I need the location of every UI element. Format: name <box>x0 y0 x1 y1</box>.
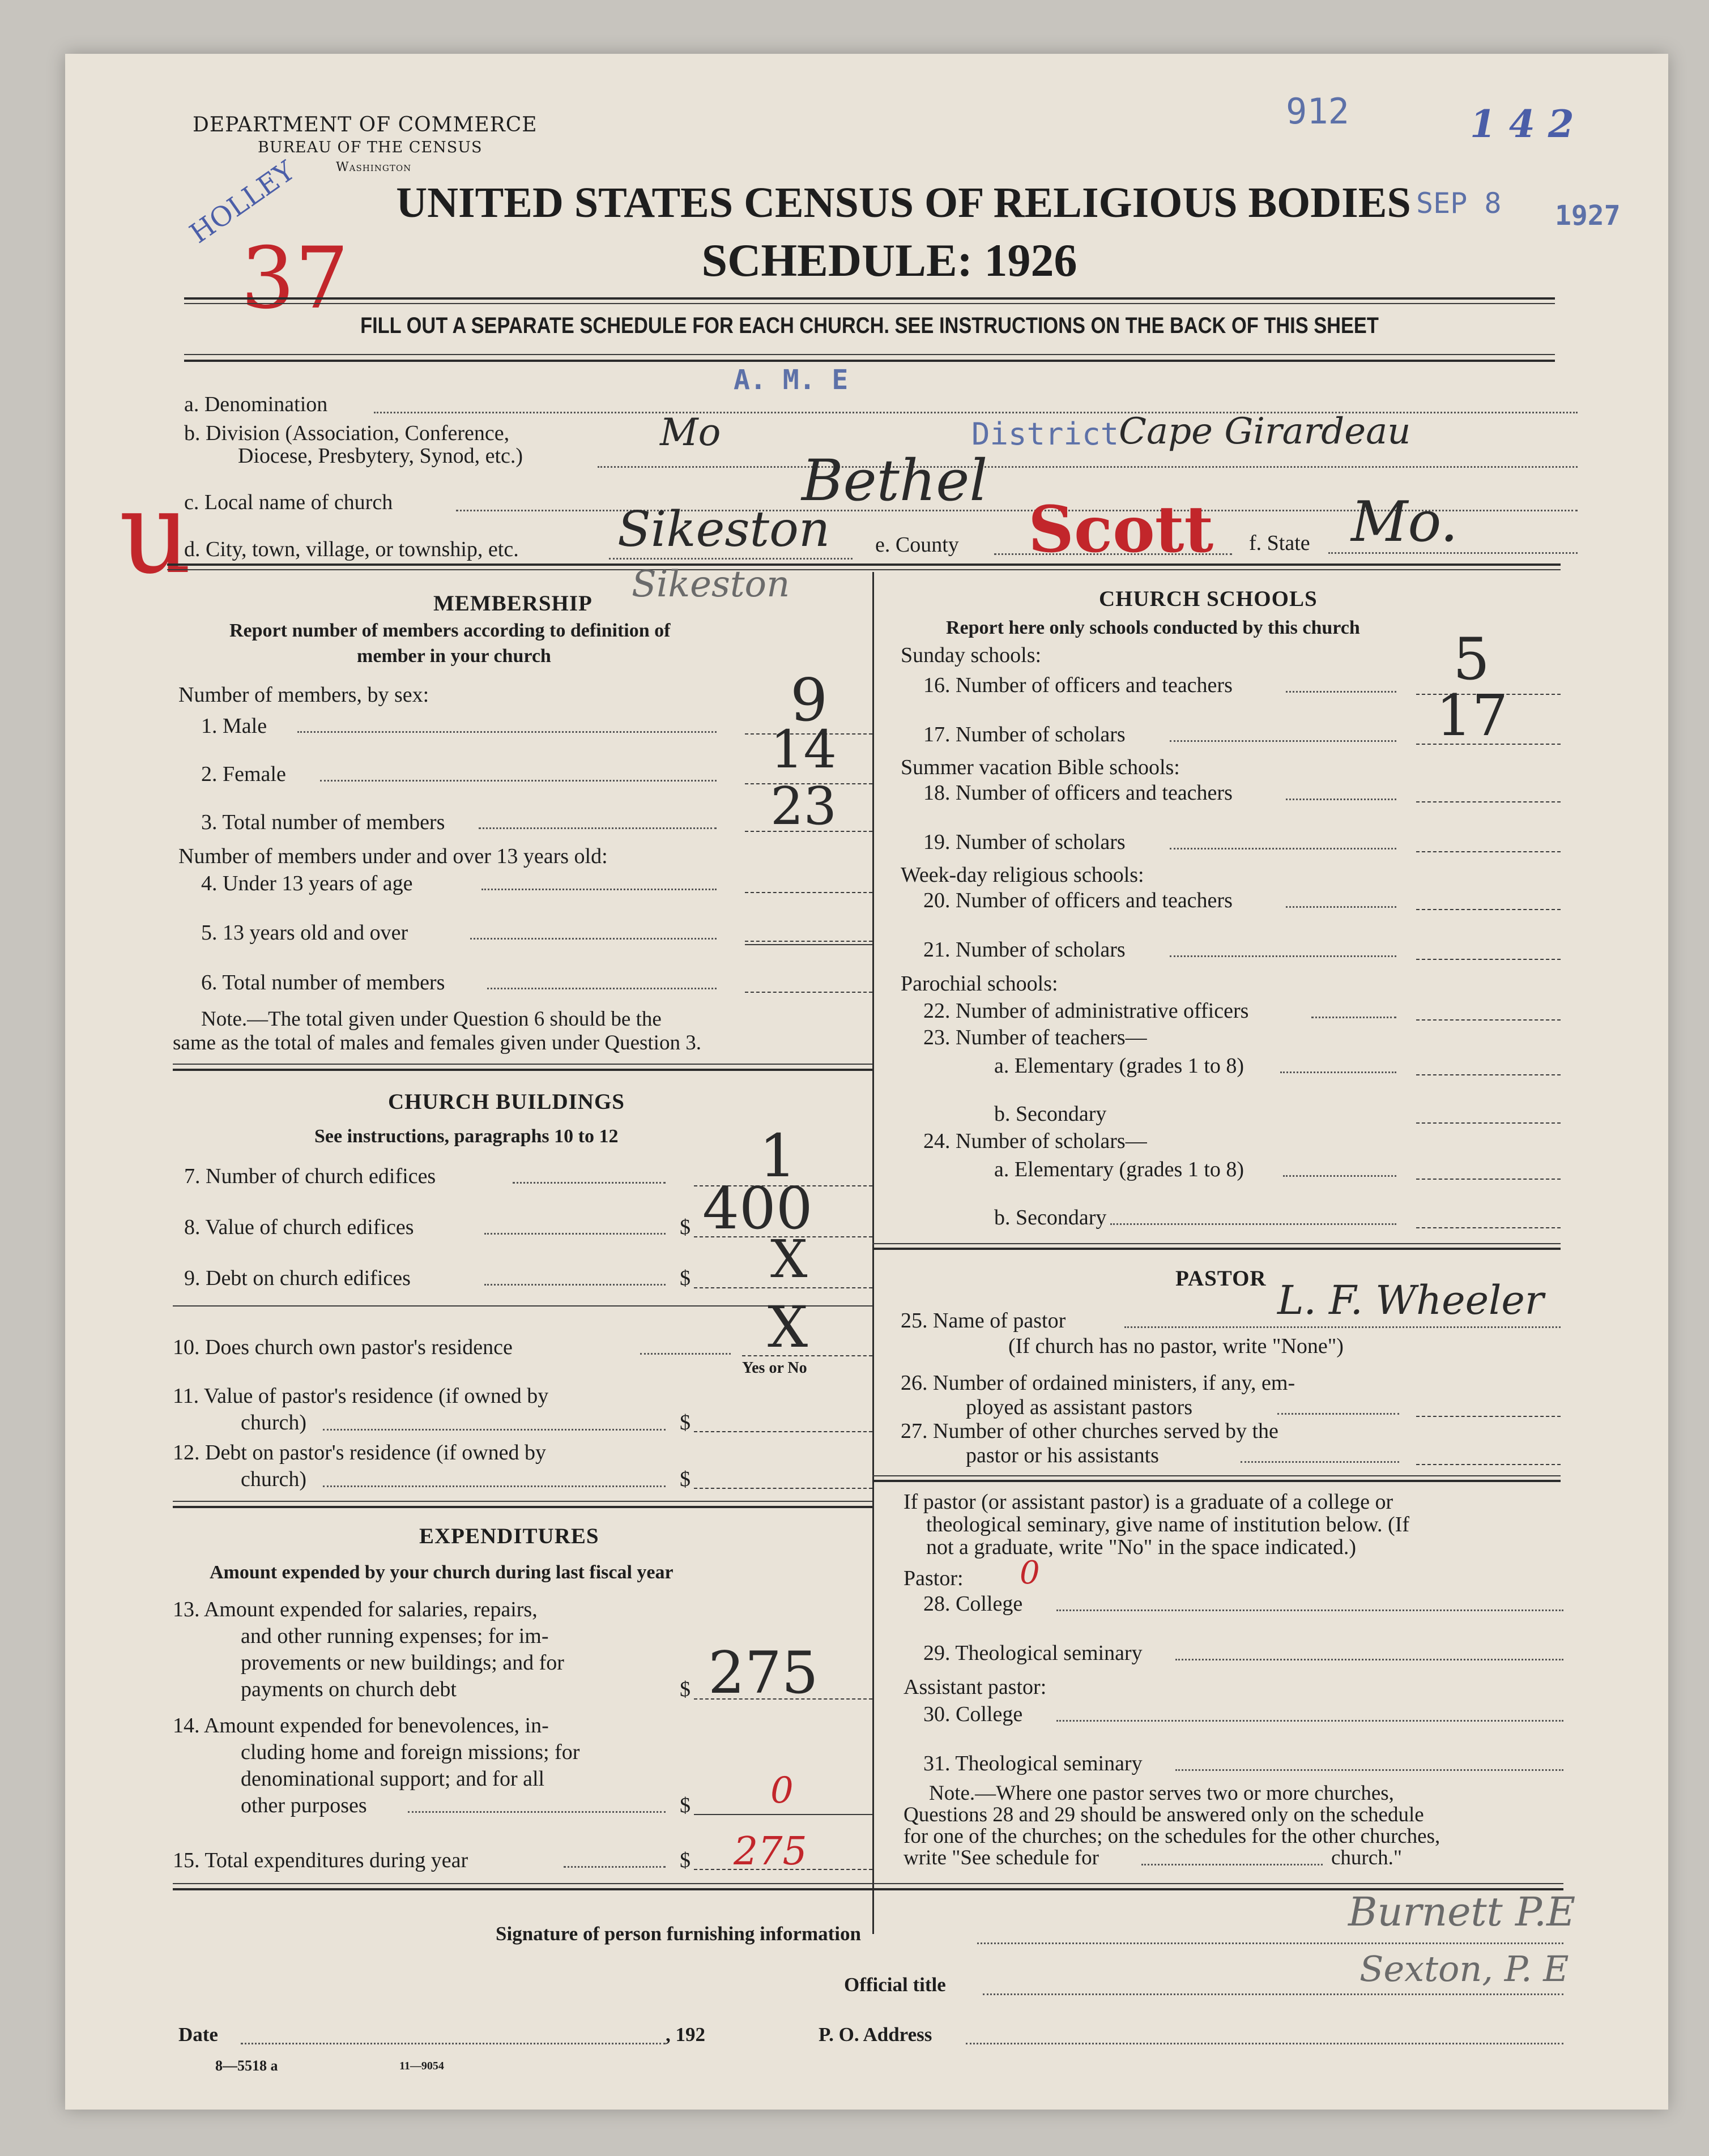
division-label-2: Diocese, Presbytery, Synod, etc.) <box>238 444 523 468</box>
q18-line <box>1286 799 1396 800</box>
q31-line <box>1175 1769 1563 1771</box>
q17-answer-line <box>1416 744 1561 745</box>
city-label: d. City, town, village, or township, etc. <box>184 537 519 561</box>
state-value[interactable]: Mo. <box>1351 490 1458 554</box>
denomination-value[interactable]: A. M. E <box>734 364 849 396</box>
q24a-answer-line <box>1416 1179 1561 1180</box>
q1-value[interactable]: 9 <box>790 665 828 735</box>
q22-line <box>1311 1017 1396 1018</box>
q4-line <box>481 889 717 890</box>
q22-label: 22. Number of administrative officers <box>923 999 1249 1023</box>
q10-label: 10. Does church own pastor's residence <box>173 1335 513 1359</box>
q9-answer-line <box>694 1287 872 1288</box>
membership-note-2: same as the total of males and females given under Question 3. <box>173 1031 701 1054</box>
q23-label: 23. Number of teachers— <box>923 1026 1147 1049</box>
q23a-answer-line <box>1416 1074 1561 1075</box>
q7-line <box>513 1182 666 1184</box>
state-line <box>1328 552 1578 554</box>
church-name-label: c. Local name of church <box>184 490 393 514</box>
q15-line <box>564 1866 666 1868</box>
q17-value[interactable]: 17 <box>1436 682 1508 749</box>
q21-label: 21. Number of scholars <box>923 938 1126 962</box>
q2-line <box>320 780 717 782</box>
q18-label: 18. Number of officers and teachers <box>923 781 1233 805</box>
q6-label: 6. Total number of members <box>201 971 445 994</box>
stamp-number: 912 <box>1286 91 1349 132</box>
q23b-answer-line <box>1416 1122 1561 1124</box>
q9-line <box>484 1284 666 1286</box>
q3-value[interactable]: 23 <box>770 776 837 836</box>
bureau-city: Washington <box>336 160 412 174</box>
q8-value[interactable]: 400 <box>702 1175 813 1243</box>
column-divider <box>872 572 874 1934</box>
q15-dollar: $ <box>680 1848 691 1872</box>
q13-line-1: 13. Amount expended for salaries, repairs, <box>173 1598 538 1621</box>
expenditures-intro: Amount expended by your church during last fiscal year <box>210 1562 674 1583</box>
schools-heading: CHURCH SCHOOLS <box>1099 587 1318 611</box>
q25-value[interactable]: L. F. Wheeler <box>1277 1277 1544 1324</box>
q10-answer-line <box>742 1355 872 1356</box>
membership-intro-2: member in your church <box>357 646 551 667</box>
q9-dollar: $ <box>680 1266 691 1290</box>
q31-label: 31. Theological seminary <box>923 1752 1143 1775</box>
district-label: District <box>971 416 1119 452</box>
q3-line <box>479 827 717 829</box>
po-address-line[interactable] <box>966 2043 1563 2044</box>
print-number: 11—9054 <box>399 2060 444 2072</box>
rule-identity-2 <box>167 569 1561 570</box>
handwritten-red-number: 37 <box>241 229 349 328</box>
rule-instr-1 <box>184 354 1555 355</box>
q12-dollar: $ <box>680 1467 691 1491</box>
official-title-value[interactable]: Sexton, P. E <box>1359 1948 1569 1990</box>
official-title-label: Official title <box>844 1974 946 1996</box>
sunday-schools-label: Sunday schools: <box>901 643 1042 667</box>
q15-answer-line <box>694 1869 872 1870</box>
division-value[interactable]: Mo <box>660 411 721 454</box>
po-address-label: P. O. Address <box>819 2023 932 2046</box>
form-subtitle: SCHEDULE: 1926 <box>701 234 1077 286</box>
q24b-label: b. Secondary <box>994 1206 1107 1229</box>
q10-value[interactable]: X <box>768 1294 808 1360</box>
form-title: UNITED STATES CENSUS OF RELIGIOUS BODIES <box>396 179 1411 227</box>
rule-top-2 <box>184 303 1555 304</box>
handwritten-name: HOLLEY <box>184 155 301 250</box>
q10-hint: Yes or No <box>742 1359 807 1377</box>
date-label: Date <box>178 2023 218 2046</box>
q9-label: 9. Debt on church edifices <box>184 1266 411 1290</box>
q13-line-2: and other running expenses; for im- <box>241 1624 549 1648</box>
date-suffix: , 192 <box>666 2023 705 2046</box>
membership-heading: MEMBERSHIP <box>433 591 593 616</box>
q3-answer-line <box>745 831 872 832</box>
county-line <box>994 553 1232 555</box>
rule-identity-1 <box>167 563 1561 566</box>
weekday-schools-label: Week-day religious schools: <box>901 863 1144 887</box>
q23a-label: a. Elementary (grades 1 to 8) <box>994 1054 1245 1078</box>
rule-top-1 <box>184 297 1555 300</box>
q5-line <box>470 938 717 940</box>
q11-label-1: 11. Value of pastor's residence (if owned by <box>173 1384 549 1408</box>
division-line <box>598 466 1578 468</box>
q1-line <box>297 731 717 733</box>
q14-line-4: other purposes <box>241 1794 367 1817</box>
rule-pastor-1 <box>872 1475 1561 1476</box>
expenditures-heading: EXPENDITURES <box>419 1524 599 1548</box>
q12-label-1: 12. Debt on pastor's residence (if owned by <box>173 1441 547 1465</box>
pastor-heading: PASTOR <box>1175 1266 1267 1291</box>
q14-answer-line <box>694 1814 872 1815</box>
q13-answer-line <box>694 1698 872 1700</box>
q27-label-1: 27. Number of other churches served by the <box>901 1419 1278 1443</box>
q2-value[interactable]: 14 <box>770 719 837 780</box>
rule-buildings-1 <box>173 1501 872 1502</box>
stamp-year: 1927 <box>1555 200 1621 232</box>
q8-dollar: $ <box>680 1215 691 1239</box>
q30-label: 30. College <box>923 1702 1023 1726</box>
buildings-heading: CHURCH BUILDINGS <box>388 1090 625 1114</box>
q19-line <box>1170 848 1396 849</box>
q5-answer-line-1 <box>745 941 872 942</box>
q20-answer-line <box>1416 909 1561 910</box>
q16-line <box>1286 691 1396 693</box>
q25-label: 25. Name of pastor <box>901 1309 1066 1333</box>
q16-value[interactable]: 5 <box>1453 626 1490 693</box>
city-line <box>609 558 853 560</box>
q27-answer-line <box>1416 1464 1561 1465</box>
q13-value[interactable]: 275 <box>708 1640 819 1707</box>
q19-label: 19. Number of scholars <box>923 830 1126 854</box>
q24b-answer-line <box>1416 1227 1561 1228</box>
q13-line-4: payments on church debt <box>241 1677 457 1701</box>
q11-answer-line <box>694 1431 872 1432</box>
signature-value[interactable]: Burnett P.E <box>1348 1889 1576 1935</box>
q2-label: 2. Female <box>201 762 286 786</box>
q5-label: 5. 13 years old and over <box>201 921 408 945</box>
rule-membership-2 <box>173 1069 872 1071</box>
rule-footer-1 <box>173 1883 1563 1884</box>
q17-line <box>1170 740 1396 742</box>
q25-hint: (If church has no pastor, write "None") <box>1008 1334 1344 1358</box>
q6-answer-line <box>745 992 872 993</box>
stamp-date: SEP 8 <box>1416 187 1502 220</box>
q29-line <box>1175 1659 1563 1660</box>
q26-label-1: 26. Number of ordained ministers, if any, em- <box>901 1371 1295 1395</box>
q26-label-2: ployed as assistant pastors <box>966 1395 1193 1419</box>
pastor-value[interactable]: 0 <box>1020 1555 1040 1591</box>
county-value[interactable]: Scott <box>1028 493 1214 567</box>
handwritten-number: 1 4 2 <box>1470 102 1574 146</box>
department-name: DEPARTMENT OF COMMERCE <box>193 113 538 136</box>
q13-dollar: $ <box>680 1677 691 1701</box>
q23b-label: b. Secondary <box>994 1102 1107 1126</box>
margin-red-mark: u <box>119 467 192 599</box>
q6-line <box>487 988 717 989</box>
census-schedule-sheet <box>65 54 1668 2110</box>
parochial-schools-label: Parochial schools: <box>901 972 1058 996</box>
rule-buildings-2 <box>173 1506 872 1508</box>
q14-line-3: denominational support; and for all <box>241 1767 545 1791</box>
q11-label-2: church) <box>241 1411 307 1435</box>
q27-label-2: pastor or his assistants <box>966 1444 1159 1467</box>
q30-line <box>1056 1720 1563 1722</box>
q13-line-3: provements or new buildings; and for <box>241 1651 564 1675</box>
official-title-line <box>983 1993 1563 1995</box>
q27-line <box>1241 1461 1399 1463</box>
division-label-1: b. Division (Association, Conference, <box>184 421 510 445</box>
q14-line-1: 14. Amount expended for benevolences, in- <box>173 1714 549 1737</box>
q24b-line <box>1110 1223 1396 1225</box>
q9-value[interactable]: X <box>770 1229 808 1290</box>
members-by-sex: Number of members, by sex: <box>178 683 429 707</box>
q14-line <box>408 1811 666 1813</box>
pastor-note-4b: church." <box>1331 1846 1403 1869</box>
buildings-intro: See instructions, paragraphs 10 to 12 <box>314 1126 619 1147</box>
rule-pastor-2 <box>872 1480 1561 1482</box>
q21-answer-line <box>1416 959 1561 960</box>
q12-line <box>323 1485 666 1487</box>
q12-answer-line <box>694 1488 872 1489</box>
q11-dollar: $ <box>680 1411 691 1435</box>
q18-answer-line <box>1416 801 1561 802</box>
graduate-note-1: If pastor (or assistant pastor) is a graduate of a college or <box>903 1490 1393 1514</box>
assistant-pastor-label: Assistant pastor: <box>903 1675 1047 1699</box>
rule-schools-1 <box>872 1243 1561 1244</box>
q5-answer-line-2 <box>745 944 872 945</box>
pastor-note-line <box>1141 1864 1323 1865</box>
pastor-label: Pastor: <box>903 1566 964 1590</box>
q12-label-2: church) <box>241 1467 307 1491</box>
pastor-note-3: for one of the churches; on the schedules for the other churches, <box>903 1825 1440 1848</box>
members-by-age: Number of members under and over 13 years old: <box>178 844 608 868</box>
q7-label: 7. Number of church edifices <box>184 1164 436 1188</box>
city-value[interactable]: Sikeston <box>617 501 830 558</box>
q24a-line <box>1283 1175 1396 1177</box>
date-line[interactable] <box>241 2043 666 2044</box>
q8-label: 8. Value of church edifices <box>184 1215 414 1239</box>
summer-schools-label: Summer vacation Bible schools: <box>901 755 1180 779</box>
q3-label: 3. Total number of members <box>201 810 445 834</box>
rule-membership-1 <box>173 1064 872 1065</box>
q4-label: 4. Under 13 years of age <box>201 872 413 895</box>
district-value[interactable]: Cape Girardeau <box>1119 411 1411 452</box>
graduate-note-3: not a graduate, write "No" in the space indicated.) <box>926 1535 1357 1559</box>
pastor-note-2: Questions 28 and 29 should be answered only on the schedule <box>903 1803 1424 1826</box>
county-label: e. County <box>875 533 959 557</box>
membership-note-1: Note.—The total given under Question 6 should be the <box>201 1007 662 1031</box>
q16-label: 16. Number of officers and teachers <box>923 673 1233 697</box>
q21-line <box>1170 955 1396 957</box>
q28-line <box>1056 1609 1563 1611</box>
pastor-note-4a: write "See schedule for <box>903 1846 1099 1869</box>
q20-line <box>1286 906 1396 908</box>
signature-label: Signature of person furnishing information <box>496 1923 861 1945</box>
q17-label: 17. Number of scholars <box>923 723 1126 746</box>
q24-label: 24. Number of scholars— <box>923 1129 1147 1153</box>
church-name-value[interactable]: Bethel <box>802 447 988 514</box>
denomination-label: a. Denomination <box>184 392 328 416</box>
graduate-note-2: theological seminary, give name of institution below. (If <box>926 1513 1410 1536</box>
form-number: 8—5518 a <box>215 2057 278 2074</box>
q8-line <box>484 1233 666 1235</box>
state-label: f. State <box>1249 531 1310 555</box>
membership-pencil-note: Sikeston <box>632 563 790 605</box>
instructions-line: FILL OUT A SEPARATE SCHEDULE FOR EACH CHURCH. SEE INSTRUCTIONS ON THE BACK OF THIS SHEET <box>360 313 1379 338</box>
rule-schools-2 <box>872 1248 1561 1250</box>
q22-answer-line <box>1416 1019 1561 1021</box>
bureau-name: BUREAU OF THE CENSUS <box>258 139 483 156</box>
q10-line <box>640 1353 731 1355</box>
q14-dollar: $ <box>680 1794 691 1817</box>
q14-value[interactable]: 0 <box>770 1770 794 1812</box>
q26-answer-line <box>1416 1416 1561 1417</box>
q28-label: 28. College <box>923 1592 1023 1616</box>
q4-answer-line <box>745 892 872 893</box>
q11-line <box>323 1429 666 1431</box>
q15-label: 15. Total expenditures during year <box>173 1848 468 1872</box>
q25-line <box>1124 1326 1561 1328</box>
q15-value[interactable]: 275 <box>734 1829 807 1874</box>
q23a-line <box>1280 1071 1396 1073</box>
q20-label: 20. Number of officers and teachers <box>923 889 1233 912</box>
pastor-note-1: Note.—Where one pastor serves two or more churches, <box>929 1782 1394 1805</box>
q19-answer-line <box>1416 851 1561 852</box>
schools-intro: Report here only schools conducted by this church <box>946 617 1360 638</box>
q1-label: 1. Male <box>201 714 267 738</box>
signature-line <box>977 1942 1563 1944</box>
q14-line-2: cluding home and foreign missions; for <box>241 1740 580 1764</box>
q24a-label: a. Elementary (grades 1 to 8) <box>994 1158 1245 1181</box>
q29-label: 29. Theological seminary <box>923 1641 1143 1665</box>
rule-instr-2 <box>184 360 1555 362</box>
q7-value[interactable]: 1 <box>759 1121 797 1190</box>
q26-line <box>1277 1413 1399 1415</box>
membership-intro-1: Report number of members according to definition of <box>229 620 671 641</box>
